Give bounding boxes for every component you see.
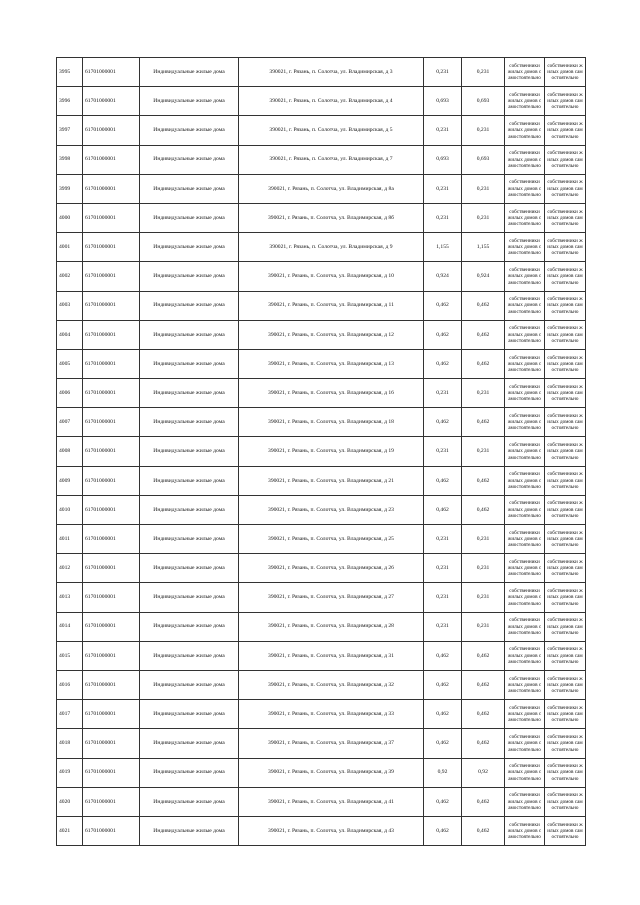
- address-cell: 390021, г. Рязань, п. Солотча, ул. Владимирская, д 9: [239, 233, 424, 262]
- service-owner-cell: собственники жилых домов самостоятельно: [545, 203, 586, 232]
- table-row: [57, 174, 586, 203]
- address-cell: 390021, г. Рязань, п. Солотча, ул. Владимирская, д 31: [239, 641, 424, 670]
- table-row: [57, 116, 586, 145]
- table-row: [57, 495, 586, 524]
- oktmo-code-cell: 61701000001: [83, 437, 140, 466]
- table-row: [57, 641, 586, 670]
- service-owner-cell: собственники жилых домов самостоятельно: [545, 87, 586, 116]
- table-row: [57, 233, 586, 262]
- table-row: [57, 466, 586, 495]
- address-cell: 390021, г. Рязань, п. Солотча, ул. Владимирская, д 12: [239, 320, 424, 349]
- volume-total-cell: 0,231: [462, 437, 505, 466]
- row-number-cell: 4009: [57, 466, 83, 495]
- address-cell: 390021, г. Рязань, п. Солотча, ул. Владимирская, д 43: [239, 816, 424, 845]
- volume-total-cell: 0,462: [462, 670, 505, 699]
- object-type-cell: Индивидуальные жилые дома: [140, 233, 239, 262]
- table-row: [57, 583, 586, 612]
- volume-cell: 0,462: [424, 466, 462, 495]
- object-type-cell: Индивидуальные жилые дома: [140, 58, 239, 87]
- volume-cell: 1,155: [424, 233, 462, 262]
- responsible-owner-cell: собственники жилых домов самостоятельно: [505, 320, 545, 349]
- responsible-owner-cell: собственники жилых домов самостоятельно: [505, 495, 545, 524]
- responsible-owner-cell: собственники жилых домов самостоятельно: [505, 554, 545, 583]
- service-owner-cell: собственники жилых домов самостоятельно: [545, 116, 586, 145]
- table-row: [57, 203, 586, 232]
- oktmo-code-cell: 61701000001: [83, 554, 140, 583]
- volume-total-cell: 0,462: [462, 816, 505, 845]
- responsible-owner-cell: собственники жилых домов самостоятельно: [505, 379, 545, 408]
- table-row: [57, 700, 586, 729]
- responsible-owner-cell: собственники жилых домов самостоятельно: [505, 116, 545, 145]
- responsible-owner-cell: собственники жилых домов самостоятельно: [505, 87, 545, 116]
- service-owner-cell: собственники жилых домов самостоятельно: [545, 641, 586, 670]
- service-owner-cell: собственники жилых домов самостоятельно: [545, 787, 586, 816]
- row-number-cell: 3998: [57, 145, 83, 174]
- volume-total-cell: 0,462: [462, 641, 505, 670]
- volume-cell: 0,924: [424, 262, 462, 291]
- service-owner-cell: собственники жилых домов самостоятельно: [545, 437, 586, 466]
- service-owner-cell: собственники жилых домов самостоятельно: [545, 554, 586, 583]
- oktmo-code-cell: 61701000001: [83, 116, 140, 145]
- object-type-cell: Индивидуальные жилые дома: [140, 612, 239, 641]
- row-number-cell: 4006: [57, 379, 83, 408]
- table-row: [57, 758, 586, 787]
- service-owner-cell: собственники жилых домов самостоятельно: [545, 233, 586, 262]
- housing-register-table: [56, 57, 586, 846]
- oktmo-code-cell: 61701000001: [83, 670, 140, 699]
- responsible-owner-cell: собственники жилых домов самостоятельно: [505, 816, 545, 845]
- responsible-owner-cell: собственники жилых домов самостоятельно: [505, 641, 545, 670]
- address-cell: 390021, г. Рязань, п. Солотча, ул. Владимирская, д 25: [239, 525, 424, 554]
- responsible-owner-cell: собственники жилых домов самостоятельно: [505, 729, 545, 758]
- volume-cell: 0,462: [424, 291, 462, 320]
- volume-total-cell: 0,231: [462, 116, 505, 145]
- volume-total-cell: 0,231: [462, 203, 505, 232]
- volume-cell: 0,462: [424, 700, 462, 729]
- row-number-cell: 4005: [57, 349, 83, 378]
- service-owner-cell: собственники жилых домов самостоятельно: [545, 320, 586, 349]
- oktmo-code-cell: 61701000001: [83, 787, 140, 816]
- service-owner-cell: собственники жилых домов самостоятельно: [545, 670, 586, 699]
- object-type-cell: Индивидуальные жилые дома: [140, 291, 239, 320]
- oktmo-code-cell: 61701000001: [83, 87, 140, 116]
- oktmo-code-cell: 61701000001: [83, 612, 140, 641]
- table-row: [57, 437, 586, 466]
- service-owner-cell: собственники жилых домов самостоятельно: [545, 145, 586, 174]
- oktmo-code-cell: 61701000001: [83, 291, 140, 320]
- volume-cell: 0,462: [424, 729, 462, 758]
- service-owner-cell: собственники жилых домов самостоятельно: [545, 58, 586, 87]
- service-owner-cell: собственники жилых домов самостоятельно: [545, 349, 586, 378]
- responsible-owner-cell: собственники жилых домов самостоятельно: [505, 145, 545, 174]
- oktmo-code-cell: 61701000001: [83, 466, 140, 495]
- table-row: [57, 379, 586, 408]
- row-number-cell: 4001: [57, 233, 83, 262]
- volume-cell: 0,231: [424, 379, 462, 408]
- responsible-owner-cell: собственники жилых домов самостоятельно: [505, 612, 545, 641]
- responsible-owner-cell: собственники жилых домов самостоятельно: [505, 174, 545, 203]
- row-number-cell: 4011: [57, 525, 83, 554]
- table-row: [57, 145, 586, 174]
- volume-cell: 0,92: [424, 758, 462, 787]
- row-number-cell: 4003: [57, 291, 83, 320]
- volume-total-cell: 0,462: [462, 349, 505, 378]
- row-number-cell: 4007: [57, 408, 83, 437]
- table-row: [57, 554, 586, 583]
- volume-total-cell: 0,92: [462, 758, 505, 787]
- volume-total-cell: 0,693: [462, 87, 505, 116]
- object-type-cell: Индивидуальные жилые дома: [140, 87, 239, 116]
- volume-total-cell: 0,231: [462, 583, 505, 612]
- volume-total-cell: 0,462: [462, 408, 505, 437]
- responsible-owner-cell: собственники жилых домов самостоятельно: [505, 525, 545, 554]
- volume-cell: 0,231: [424, 612, 462, 641]
- volume-cell: 0,231: [424, 583, 462, 612]
- service-owner-cell: собственники жилых домов самостоятельно: [545, 583, 586, 612]
- object-type-cell: Индивидуальные жилые дома: [140, 495, 239, 524]
- table-row: [57, 787, 586, 816]
- object-type-cell: Индивидуальные жилые дома: [140, 116, 239, 145]
- volume-cell: 0,462: [424, 320, 462, 349]
- address-cell: 390021, г. Рязань, п. Солотча, ул. Владимирская, д 23: [239, 495, 424, 524]
- volume-total-cell: 0,462: [462, 729, 505, 758]
- service-owner-cell: собственники жилых домов самостоятельно: [545, 729, 586, 758]
- table-row: [57, 670, 586, 699]
- service-owner-cell: собственники жилых домов самостоятельно: [545, 466, 586, 495]
- responsible-owner-cell: собственники жилых домов самостоятельно: [505, 349, 545, 378]
- volume-total-cell: 0,924: [462, 262, 505, 291]
- row-number-cell: 3995: [57, 58, 83, 87]
- volume-cell: 0,462: [424, 787, 462, 816]
- volume-total-cell: 1,155: [462, 233, 505, 262]
- responsible-owner-cell: собственники жилых домов самостоятельно: [505, 700, 545, 729]
- row-number-cell: 3996: [57, 87, 83, 116]
- row-number-cell: 4019: [57, 758, 83, 787]
- responsible-owner-cell: собственники жилых домов самостоятельно: [505, 437, 545, 466]
- volume-total-cell: 0,462: [462, 466, 505, 495]
- service-owner-cell: собственники жилых домов самостоятельно: [545, 700, 586, 729]
- oktmo-code-cell: 61701000001: [83, 525, 140, 554]
- object-type-cell: Индивидуальные жилые дома: [140, 583, 239, 612]
- oktmo-code-cell: 61701000001: [83, 233, 140, 262]
- volume-cell: 0,462: [424, 670, 462, 699]
- volume-total-cell: 0,462: [462, 700, 505, 729]
- address-cell: 390021, г. Рязань, п. Солотча, ул. Владимирская, д 21: [239, 466, 424, 495]
- volume-cell: 0,462: [424, 495, 462, 524]
- row-number-cell: 4020: [57, 787, 83, 816]
- volume-total-cell: 0,231: [462, 379, 505, 408]
- service-owner-cell: собственники жилых домов самостоятельно: [545, 291, 586, 320]
- object-type-cell: Индивидуальные жилые дома: [140, 787, 239, 816]
- volume-cell: 0,462: [424, 349, 462, 378]
- volume-cell: 0,693: [424, 87, 462, 116]
- volume-cell: 0,231: [424, 437, 462, 466]
- responsible-owner-cell: собственники жилых домов самостоятельно: [505, 203, 545, 232]
- volume-total-cell: 0,231: [462, 554, 505, 583]
- oktmo-code-cell: 61701000001: [83, 349, 140, 378]
- oktmo-code-cell: 61701000001: [83, 758, 140, 787]
- table-body: [57, 58, 586, 846]
- volume-cell: 0,462: [424, 641, 462, 670]
- oktmo-code-cell: 61701000001: [83, 320, 140, 349]
- address-cell: 390021, г. Рязань, п. Солотча, ул. Владимирская, д 5: [239, 116, 424, 145]
- address-cell: 390021, г. Рязань, п. Солотча, ул. Владимирская, д 41: [239, 787, 424, 816]
- responsible-owner-cell: собственники жилых домов самостоятельно: [505, 670, 545, 699]
- address-cell: 390021, г. Рязань, п. Солотча, ул. Владимирская, д 4: [239, 87, 424, 116]
- volume-total-cell: 0,231: [462, 174, 505, 203]
- responsible-owner-cell: собственники жилых домов самостоятельно: [505, 787, 545, 816]
- volume-cell: 0,231: [424, 58, 462, 87]
- volume-total-cell: 0,462: [462, 320, 505, 349]
- address-cell: 390021, г. Рязань, п. Солотча, ул. Владимирская, д 39: [239, 758, 424, 787]
- volume-cell: 0,462: [424, 816, 462, 845]
- row-number-cell: 4014: [57, 612, 83, 641]
- object-type-cell: Индивидуальные жилые дома: [140, 349, 239, 378]
- responsible-owner-cell: собственники жилых домов самостоятельно: [505, 466, 545, 495]
- service-owner-cell: собственники жилых домов самостоятельно: [545, 758, 586, 787]
- object-type-cell: Индивидуальные жилые дома: [140, 320, 239, 349]
- address-cell: 390021, г. Рязань, п. Солотча, ул. Владимирская, д 32: [239, 670, 424, 699]
- table-row: [57, 291, 586, 320]
- oktmo-code-cell: 61701000001: [83, 495, 140, 524]
- object-type-cell: Индивидуальные жилые дома: [140, 670, 239, 699]
- service-owner-cell: собственники жилых домов самостоятельно: [545, 612, 586, 641]
- volume-cell: 0,231: [424, 174, 462, 203]
- volume-cell: 0,693: [424, 145, 462, 174]
- row-number-cell: 4010: [57, 495, 83, 524]
- volume-cell: 0,231: [424, 116, 462, 145]
- volume-total-cell: 0,693: [462, 145, 505, 174]
- row-number-cell: 3997: [57, 116, 83, 145]
- oktmo-code-cell: 61701000001: [83, 145, 140, 174]
- row-number-cell: 4008: [57, 437, 83, 466]
- row-number-cell: 3999: [57, 174, 83, 203]
- address-cell: 390021, г. Рязань, п. Солотча, ул. Владимирская, д 11: [239, 291, 424, 320]
- object-type-cell: Индивидуальные жилые дома: [140, 145, 239, 174]
- table-row: [57, 612, 586, 641]
- oktmo-code-cell: 61701000001: [83, 641, 140, 670]
- table-row: [57, 87, 586, 116]
- oktmo-code-cell: 61701000001: [83, 408, 140, 437]
- row-number-cell: 4004: [57, 320, 83, 349]
- row-number-cell: 4021: [57, 816, 83, 845]
- object-type-cell: Индивидуальные жилые дома: [140, 554, 239, 583]
- object-type-cell: Индивидуальные жилые дома: [140, 700, 239, 729]
- object-type-cell: Индивидуальные жилые дома: [140, 729, 239, 758]
- volume-cell: 0,462: [424, 408, 462, 437]
- volume-total-cell: 0,231: [462, 612, 505, 641]
- oktmo-code-cell: 61701000001: [83, 583, 140, 612]
- responsible-owner-cell: собственники жилых домов самостоятельно: [505, 58, 545, 87]
- row-number-cell: 4000: [57, 203, 83, 232]
- row-number-cell: 4002: [57, 262, 83, 291]
- responsible-owner-cell: собственники жилых домов самостоятельно: [505, 233, 545, 262]
- responsible-owner-cell: собственники жилых домов самостоятельно: [505, 408, 545, 437]
- volume-total-cell: 0,231: [462, 58, 505, 87]
- object-type-cell: Индивидуальные жилые дома: [140, 641, 239, 670]
- object-type-cell: Индивидуальные жилые дома: [140, 262, 239, 291]
- object-type-cell: Индивидуальные жилые дома: [140, 466, 239, 495]
- address-cell: 390021, г. Рязань, п. Солотча, ул. Владимирская, д 33: [239, 700, 424, 729]
- address-cell: 390021, г. Рязань, п. Солотча, ул. Владимирская, д 3: [239, 58, 424, 87]
- row-number-cell: 4016: [57, 670, 83, 699]
- volume-cell: 0,231: [424, 203, 462, 232]
- object-type-cell: Индивидуальные жилые дома: [140, 816, 239, 845]
- volume-total-cell: 0,462: [462, 495, 505, 524]
- service-owner-cell: собственники жилых домов самостоятельно: [545, 495, 586, 524]
- service-owner-cell: собственники жилых домов самостоятельно: [545, 525, 586, 554]
- responsible-owner-cell: собственники жилых домов самостоятельно: [505, 291, 545, 320]
- table-row: [57, 816, 586, 845]
- oktmo-code-cell: 61701000001: [83, 700, 140, 729]
- volume-cell: 0,231: [424, 554, 462, 583]
- responsible-owner-cell: собственники жилых домов самостоятельно: [505, 583, 545, 612]
- oktmo-code-cell: 61701000001: [83, 174, 140, 203]
- responsible-owner-cell: собственники жилых домов самостоятельно: [505, 262, 545, 291]
- address-cell: 390021, г. Рязань, п. Солотча, ул. Владимирская, д 10: [239, 262, 424, 291]
- table-row: [57, 262, 586, 291]
- address-cell: 390021, г. Рязань, п. Солотча, ул. Владимирская, д 8б: [239, 203, 424, 232]
- row-number-cell: 4018: [57, 729, 83, 758]
- service-owner-cell: собственники жилых домов самостоятельно: [545, 816, 586, 845]
- address-cell: 390021, г. Рязань, п. Солотча, ул. Владимирская, д 26: [239, 554, 424, 583]
- table-row: [57, 349, 586, 378]
- row-number-cell: 4012: [57, 554, 83, 583]
- address-cell: 390021, г. Рязань, п. Солотча, ул. Владимирская, д 37: [239, 729, 424, 758]
- oktmo-code-cell: 61701000001: [83, 203, 140, 232]
- table-row: [57, 525, 586, 554]
- address-cell: 390021, г. Рязань, п. Солотча, ул. Владимирская, д 7: [239, 145, 424, 174]
- table-row: [57, 408, 586, 437]
- object-type-cell: Индивидуальные жилые дома: [140, 758, 239, 787]
- volume-total-cell: 0,231: [462, 525, 505, 554]
- volume-total-cell: 0,462: [462, 291, 505, 320]
- oktmo-code-cell: 61701000001: [83, 816, 140, 845]
- object-type-cell: Индивидуальные жилые дома: [140, 203, 239, 232]
- table-row: [57, 320, 586, 349]
- oktmo-code-cell: 61701000001: [83, 729, 140, 758]
- table-row: [57, 729, 586, 758]
- address-cell: 390021, г. Рязань, п. Солотча, ул. Владимирская, д 13: [239, 349, 424, 378]
- object-type-cell: Индивидуальные жилые дома: [140, 408, 239, 437]
- object-type-cell: Индивидуальные жилые дома: [140, 437, 239, 466]
- oktmo-code-cell: 61701000001: [83, 379, 140, 408]
- service-owner-cell: собственники жилых домов самостоятельно: [545, 408, 586, 437]
- address-cell: 390021, г. Рязань, п. Солотча, ул. Владимирская, д 28: [239, 612, 424, 641]
- object-type-cell: Индивидуальные жилые дома: [140, 379, 239, 408]
- service-owner-cell: собственники жилых домов самостоятельно: [545, 262, 586, 291]
- row-number-cell: 4015: [57, 641, 83, 670]
- table-row: [57, 58, 586, 87]
- address-cell: 390021, г. Рязань, п. Солотча, ул. Владимирская, д 18: [239, 408, 424, 437]
- address-cell: 390021, г. Рязань, п. Солотча, ул. Владимирская, д 8а: [239, 174, 424, 203]
- row-number-cell: 4017: [57, 700, 83, 729]
- address-cell: 390021, г. Рязань, п. Солотча, ул. Владимирская, д 19: [239, 437, 424, 466]
- object-type-cell: Индивидуальные жилые дома: [140, 174, 239, 203]
- responsible-owner-cell: собственники жилых домов самостоятельно: [505, 758, 545, 787]
- object-type-cell: Индивидуальные жилые дома: [140, 525, 239, 554]
- service-owner-cell: собственники жилых домов самостоятельно: [545, 174, 586, 203]
- volume-total-cell: 0,462: [462, 787, 505, 816]
- row-number-cell: 4013: [57, 583, 83, 612]
- address-cell: 390021, г. Рязань, п. Солотча, ул. Владимирская, д 27: [239, 583, 424, 612]
- address-cell: 390021, г. Рязань, п. Солотча, ул. Владимирская, д 16: [239, 379, 424, 408]
- volume-cell: 0,231: [424, 525, 462, 554]
- service-owner-cell: собственники жилых домов самостоятельно: [545, 379, 586, 408]
- oktmo-code-cell: 61701000001: [83, 58, 140, 87]
- oktmo-code-cell: 61701000001: [83, 262, 140, 291]
